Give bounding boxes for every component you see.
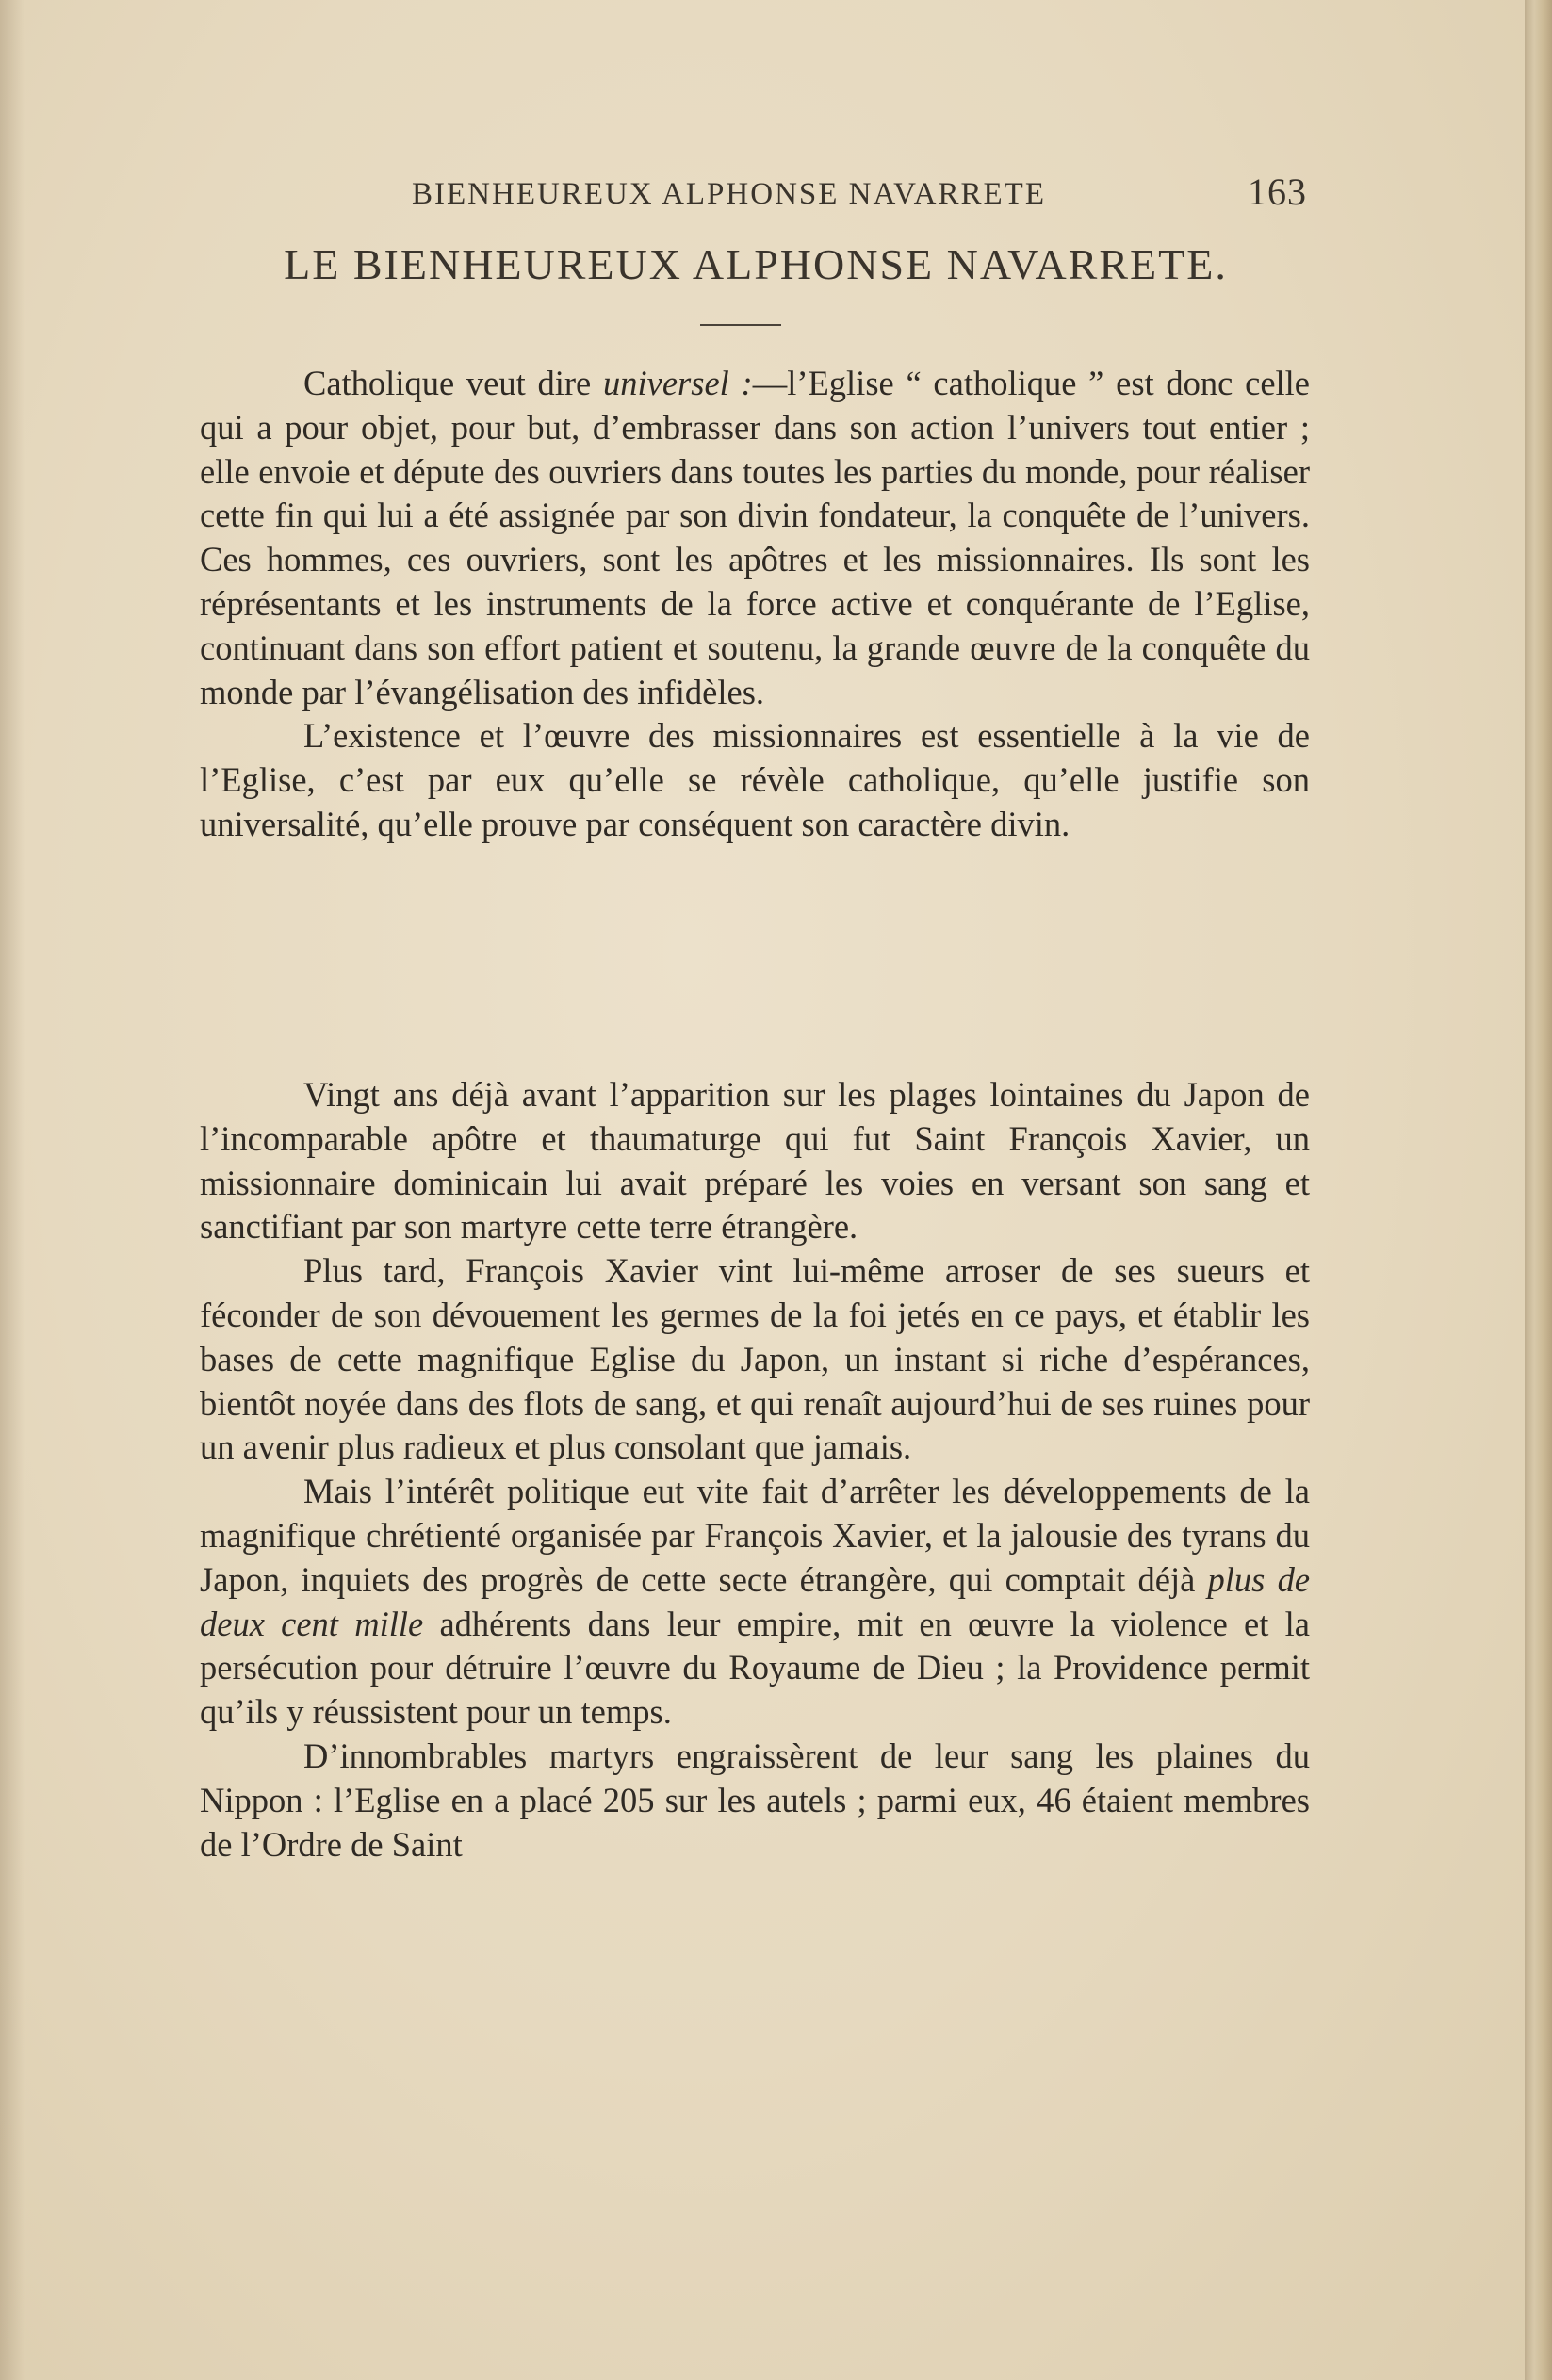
text-section-1 — [200, 362, 1310, 847]
paragraph-5-rest: adhérents dans leur empire, mit en œuvre la violence et la persécution pour détruire l’œuvre du Royaume de Dieu ; la Providence permit qu’ils y réussistent pour un temps. — [200, 1604, 1310, 1732]
page-edge — [1525, 0, 1552, 2380]
running-head — [200, 170, 1307, 219]
paragraph-1-start: Catholique veut dire — [303, 364, 603, 402]
paragraph-2: L’existence et l’œuvre des missionnaires est essentielle à la vie de l’Eglise, c’est par eux qu’elle se révèle catholique, qu’elle justifie son universalité, qu’elle prouve par conséquent son caractère divin. — [200, 716, 1310, 843]
text-section-2 — [200, 1073, 1310, 1867]
paragraph-4: Plus tard, François Xavier vint lui-même arroser de ses sueurs et féconder de son dévouement les germes de la foi jetés en ce pays, et établir les bases de cette magnifique Eglise du Japon, un instant si riche d’espérances, bientôt noyée dans des flots de sang, et qui renaît aujourd’hui de ses ruines pour un avenir plus radieux et plus consolant que jamais. — [200, 1251, 1310, 1467]
paragraph-1 — [200, 362, 1310, 714]
paragraph-5 — [200, 1470, 1310, 1735]
page-number: 163 — [1248, 171, 1307, 213]
binding-shadow — [0, 0, 25, 2380]
paragraph-5-start: Mais l’intérêt politique eut vite fait d’arrêter les développements de la magnifique chrétienté organisée par François Xavier, et la jalousie des tyrans du Japon, inquiets des progrès de cette secte étrangère, qui comptait déjà — [200, 1472, 1310, 1599]
paragraph-5-emphasis: plus de deux cent mille — [200, 1559, 1311, 1643]
paragraph-1-emphasis: universel : — [603, 364, 753, 402]
running-head-title: BIENHEUREUX ALPHONSE NAVARRETE — [412, 177, 1046, 211]
paragraph-1-rest: —l’Eglise “ catholique ” est donc celle qui a pour objet, pour but, d’embrasser dans son action l’univers tout entier ; elle envoie et députe des ouvriers dans toutes les parties du monde, pour réaliser cette fin qui lui a été assignée par son divin fondateur, la conquête de l’univers. Ces hommes, ces ouvriers, sont les apôtres et les missionnaires. Ils sont les réprésentants et les instruments de la force active et conquérante de l’Eglise, continuant dans son effort patient et soutenu, la grande œuvre de la conquête du monde par l’évangélisation des infidèles. — [200, 364, 1310, 711]
paragraph-3: Vingt ans déjà avant l’apparition sur les plages lointaines du Japon de l’incomparable apôtre et thaumaturge qui fut Saint François Xavier, un missionnaire dominicain lui avait préparé les voies en versant son sang et sanctifiant par son martyre cette terre étrangère. — [200, 1075, 1310, 1247]
chapter-title: LE BIENHEUREUX ALPHONSE NAVARRETE. — [284, 240, 1228, 288]
title-rule — [700, 324, 781, 326]
paragraph-6: D’innombrables martyrs engraissèrent de leur sang les plaines du Nippon : l’Eglise en a placé 205 sur les autels ; parmi eux, 46 étaient membres de l’Ordre de Saint — [200, 1736, 1310, 1864]
